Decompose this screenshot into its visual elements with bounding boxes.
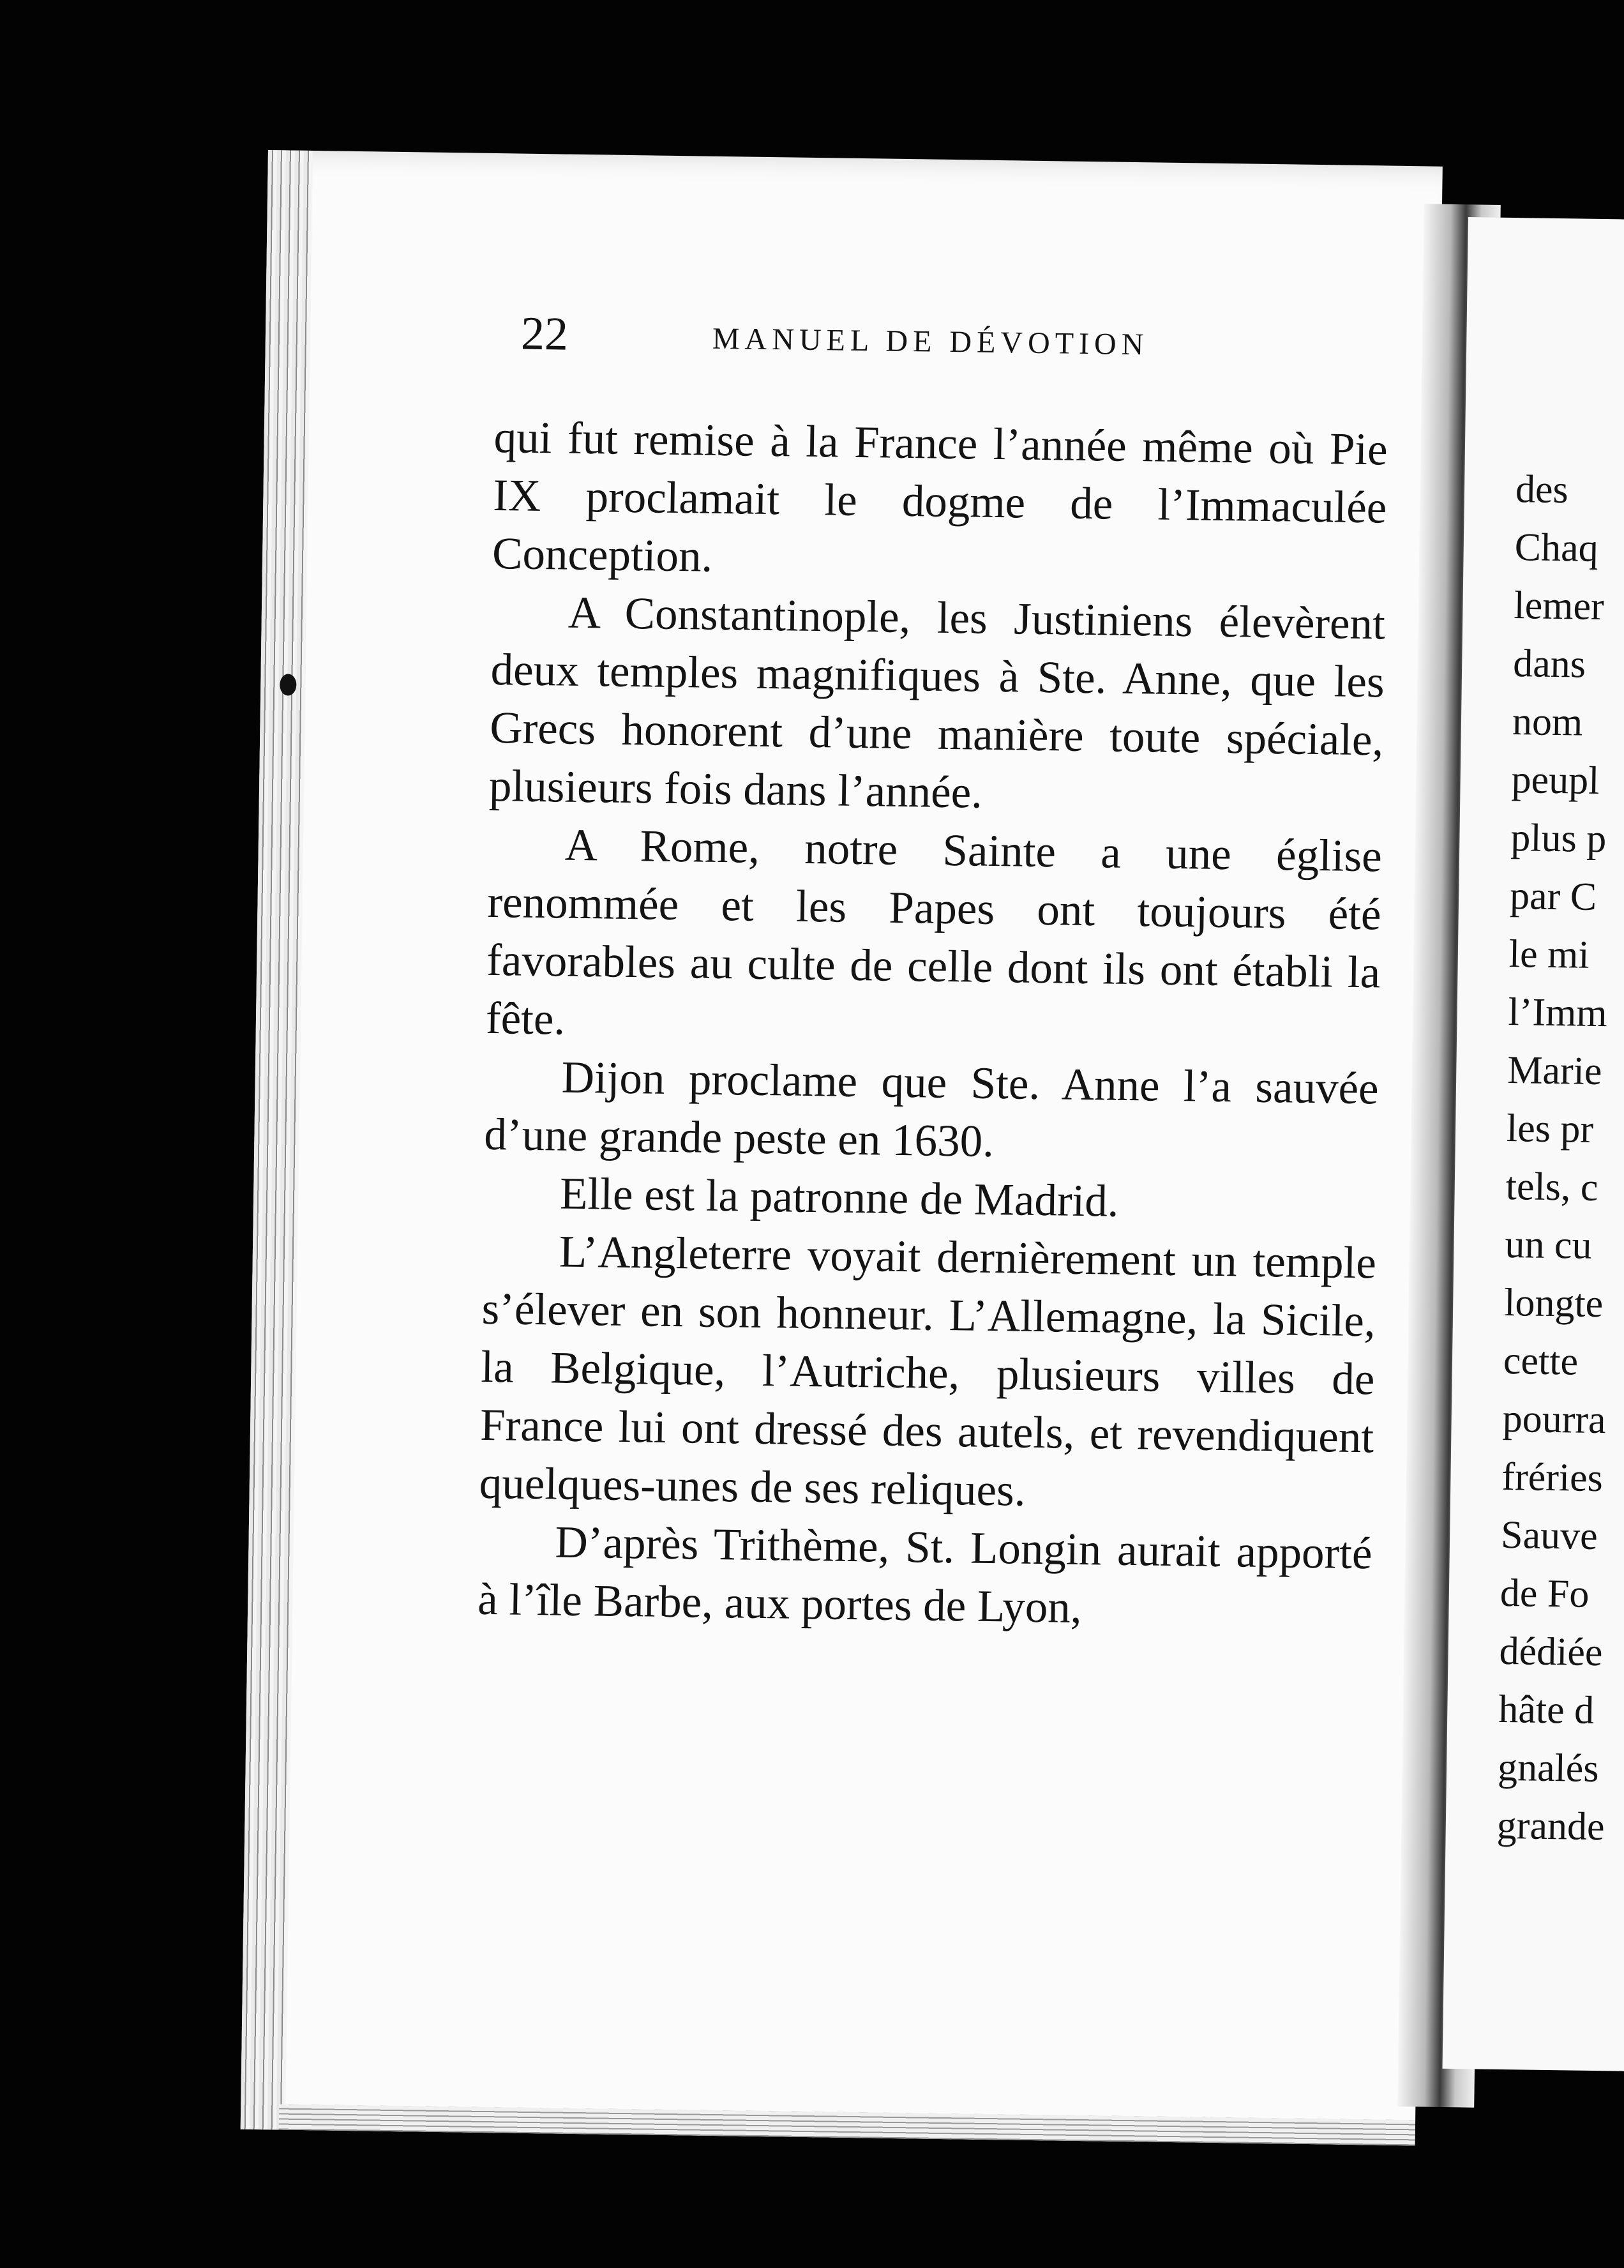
right-line-19: Sauve: [1500, 1513, 1598, 1559]
page-header: [495, 306, 1389, 389]
right-page-cropped: [1443, 217, 1624, 2071]
paragraph-3: A Rome, notre Sainte a une église renommée et les Papes ont toujours été favorables au culte de celle dont ils ont établi la fête.: [485, 820, 1383, 1045]
body-text: [477, 409, 1388, 1641]
right-line-10: l’Imm: [1508, 990, 1608, 1036]
paragraph-4: Dijon proclame que Ste. Anne l’a sauvée d’une grande peste en 1630.: [483, 1052, 1380, 1167]
right-line-8: par C: [1509, 874, 1597, 919]
paragraph-5: Elle est la patronne de Madrid.: [559, 1168, 1120, 1227]
right-line-7: plus p: [1510, 816, 1607, 861]
left-page: [241, 150, 1443, 2145]
page-stack-bottom-edges: [279, 2105, 1415, 2146]
right-line-20: de Fo: [1500, 1571, 1590, 1616]
left-page-content: [477, 306, 1390, 1641]
running-head: MANUEL DE DÉVOTION: [712, 321, 1149, 362]
right-line-3: lemer: [1514, 584, 1605, 629]
right-line-6: peupl: [1511, 758, 1600, 803]
right-page-text: [1496, 460, 1623, 1856]
right-line-1: des: [1515, 467, 1569, 512]
right-line-9: le mi: [1508, 932, 1590, 977]
right-line-15: longte: [1503, 1280, 1604, 1326]
right-line-5: nom: [1512, 700, 1583, 745]
right-line-17: pourra: [1502, 1396, 1607, 1442]
right-line-22: hâte d: [1498, 1687, 1595, 1732]
right-line-18: fréries: [1501, 1455, 1604, 1501]
paragraph-6: L’Angleterre voyait dernièrement un temple s’élever en son honneur. L’Allemagne, la Sicile, la Belgique, l’Autriche, plusieurs villes de France lui ont dressé des autels, et revendiquent quelques-unes de ses reliques.: [479, 1227, 1377, 1516]
right-line-24: grande: [1496, 1803, 1605, 1849]
right-line-13: tels, c: [1505, 1164, 1598, 1209]
right-line-16: cette: [1503, 1338, 1579, 1384]
paragraph-2: A Constantinople, les Justiniens élevèrent deux temples magnifiques à Ste. Anne, que les Grecs honorent d’une manière toute spéciale, plusieurs fois dans l’année.: [488, 587, 1386, 818]
right-line-14: un cu: [1505, 1222, 1593, 1267]
page-number: 22: [520, 307, 569, 361]
right-line-12: les pr: [1506, 1106, 1594, 1151]
page-stack-edges: [241, 150, 313, 2130]
right-line-11: Marie: [1507, 1048, 1602, 1094]
right-line-23: gnalés: [1497, 1745, 1599, 1791]
paragraph-7: D’après Trithème, St. Longin aurait apporté à l’île Barbe, aux portes de Lyon,: [477, 1517, 1373, 1633]
right-line-21: dédiée: [1499, 1629, 1603, 1675]
right-line-2: Chaq: [1514, 525, 1599, 570]
paragraph-1: qui fut remise à la France l’année même où Pie IX proclamait le dogme de l’Immaculée Conception.: [492, 412, 1388, 582]
right-line-4: dans: [1512, 642, 1586, 686]
